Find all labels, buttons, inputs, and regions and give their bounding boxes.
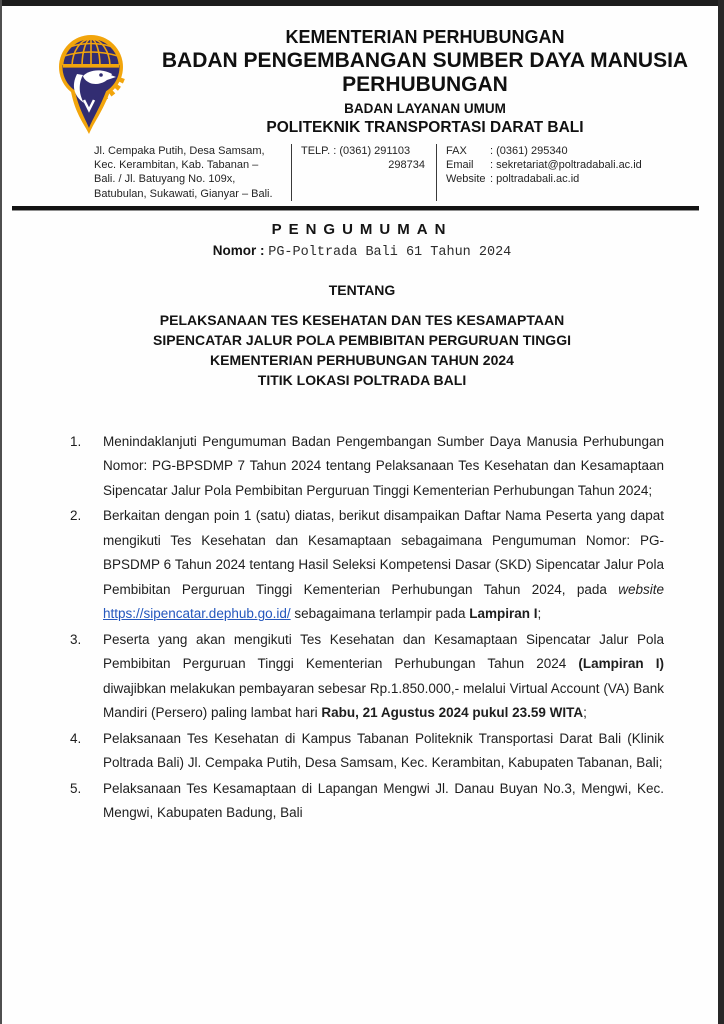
subject-line: SIPENCATAR JALUR POLA PEMBIBITAN PERGURUAN TINGGI [153, 331, 571, 348]
subject-line: TITIK LOKASI POLTRADA BALI [257, 371, 467, 388]
subject-lines [0, 310, 724, 390]
contact-block [94, 144, 694, 201]
text-segment: Lampiran I [469, 606, 538, 622]
item-text [103, 504, 664, 627]
text-segment: sebagaimana terlampir pada [290, 606, 470, 622]
document-number [0, 243, 724, 260]
text-segment: Rabu, 21 Agustus 2024 pukul 23.59 WITA [321, 705, 584, 721]
website-row [446, 172, 694, 186]
about-label: TENTANG [328, 281, 396, 298]
text-segment: Pelaksanaan Tes Kesehatan di Kampus Tabanan Politeknik Transportasi Darat Bali (Klinik Poltrada Bali) Jl. Cempaka Putih, Desa Samsam, Kec. Kerambitan, Kabupaten Tabanan, Bali; [103, 730, 664, 771]
letterhead [0, 0, 724, 201]
agency-name-line1: BADAN PENGEMBANGAN SUMBER DAYA MANUSIA [161, 48, 689, 72]
website-value: : poltradabali.ac.id [490, 173, 580, 186]
text-segment: Berkaitan dengan poin 1 (satu) diatas, berikut disampaikan Daftar Nama Peserta yang dapat mengikuti Tes Kesehatan dan Kesamaptaan sebagaimana Pengumuman Nomor: PG-BPSDMP 6 Tahun 2024 tentang Hasil Seleksi Kompetensi Dasar (SKD) Sipencatar Jalur Pola Pembibitan Perguruan Tinggi Kementerian Perhubungan Tahun 2024, pada [103, 508, 664, 597]
item-text [103, 430, 664, 504]
letterhead-rule [12, 206, 699, 211]
item-number: 5. [70, 780, 82, 796]
blu-label: BADAN LAYANAN UMUM [344, 101, 506, 117]
ministry-name: KEMENTERIAN PERHUBUNGAN [285, 27, 565, 47]
phone-block [301, 144, 427, 201]
list-item [70, 504, 664, 627]
email-row [446, 158, 694, 172]
announcement-heading: PENGUMUMAN [271, 220, 453, 238]
number-label: Nomor : [212, 242, 265, 258]
text-segment: (Lampiran I) [578, 656, 664, 672]
fax-value: : (0361) 295340 [490, 144, 568, 157]
list-item [70, 727, 664, 776]
list-item [70, 430, 664, 504]
item-text [103, 777, 664, 826]
subject-line: KEMENTERIAN PERHUBUNGAN TAHUN 2024 [210, 351, 514, 368]
item-text [103, 628, 664, 726]
item-number: 3. [70, 631, 82, 647]
text-segment: website [618, 581, 664, 597]
agency-name-line2: PERHUBUNGAN [342, 73, 508, 97]
website-label: Website [446, 173, 486, 186]
text-segment: Menindaklanjuti Pengumuman Badan Pengembangan Sumber Daya Manusia Perhubungan Nomor: PG-BPSDMP 7 Tahun 2024 tentang Pelaksanaan Tes Kesehatan dan Kesamaptaan Sipencatar Jalur Pola Pembibitan Perguruan Tinggi Kementerian Perhubungan Tahun 2024; [103, 433, 664, 498]
item-text [103, 727, 664, 776]
sipencatar-link[interactable]: https://sipencatar.dephub.go.id/ [103, 606, 291, 622]
text-segment: diwajibkan melakukan pembayaran sebesar Rp.1.850.000,- melalui Virtual Account (VA) Bank Mandiri (Persero) paling lambat hari [103, 680, 664, 721]
phone-line1: TELP. : (0361) 291103 [301, 144, 411, 157]
email-value: : sekretariat@poltradabali.ac.id [490, 159, 642, 172]
text-segment: ; [537, 606, 542, 622]
item-number: 4. [70, 730, 82, 746]
item-number: 2. [70, 508, 82, 524]
text-segment: Peserta yang akan mengikuti Tes Kesehatan dan Kesamaptaan Sipencatar Jalur Pola Pembibitan Perguruan Tinggi Kementerian Perhubungan Tahun 2024 [103, 631, 664, 672]
institution-name: POLITEKNIK TRANSPORTASI DARAT BALI [266, 118, 584, 136]
letterhead-titles [156, 26, 694, 138]
fax-label: FAX [446, 144, 467, 157]
item-number: 1. [70, 433, 82, 449]
fax-email-block [446, 144, 694, 201]
document-title-block [0, 221, 724, 390]
contact-divider [436, 144, 437, 201]
subject-line: PELAKSANAAN TES KESEHATAN DAN TES KESAMAPTAAN [159, 311, 565, 328]
contact-divider [291, 144, 292, 201]
text-segment: Pelaksanaan Tes Kesamaptaan di Lapangan Mengwi Jl. Danau Buyan No.3, Mengwi, Kec. Mengwi, Kabupaten Badung, Bali [103, 780, 664, 821]
list-item [70, 628, 664, 726]
announcement-list [70, 430, 664, 826]
phone-line2: 298734 [388, 159, 425, 172]
list-item [70, 777, 664, 826]
kemenhub-logo [56, 30, 126, 136]
fax-row [446, 144, 694, 158]
number-value: PG-Poltrada Bali 61 Tahun 2024 [268, 244, 512, 260]
address-text: Jl. Cempaka Putih, Desa Samsam, Kec. Kerambitan, Kab. Tabanan – Bali. / Jl. Batuyang No. 109x, Batubulan, Sukawati, Gianyar – Bali. [94, 144, 273, 200]
text-segment: ; [583, 705, 587, 721]
email-label: Email [446, 159, 474, 172]
